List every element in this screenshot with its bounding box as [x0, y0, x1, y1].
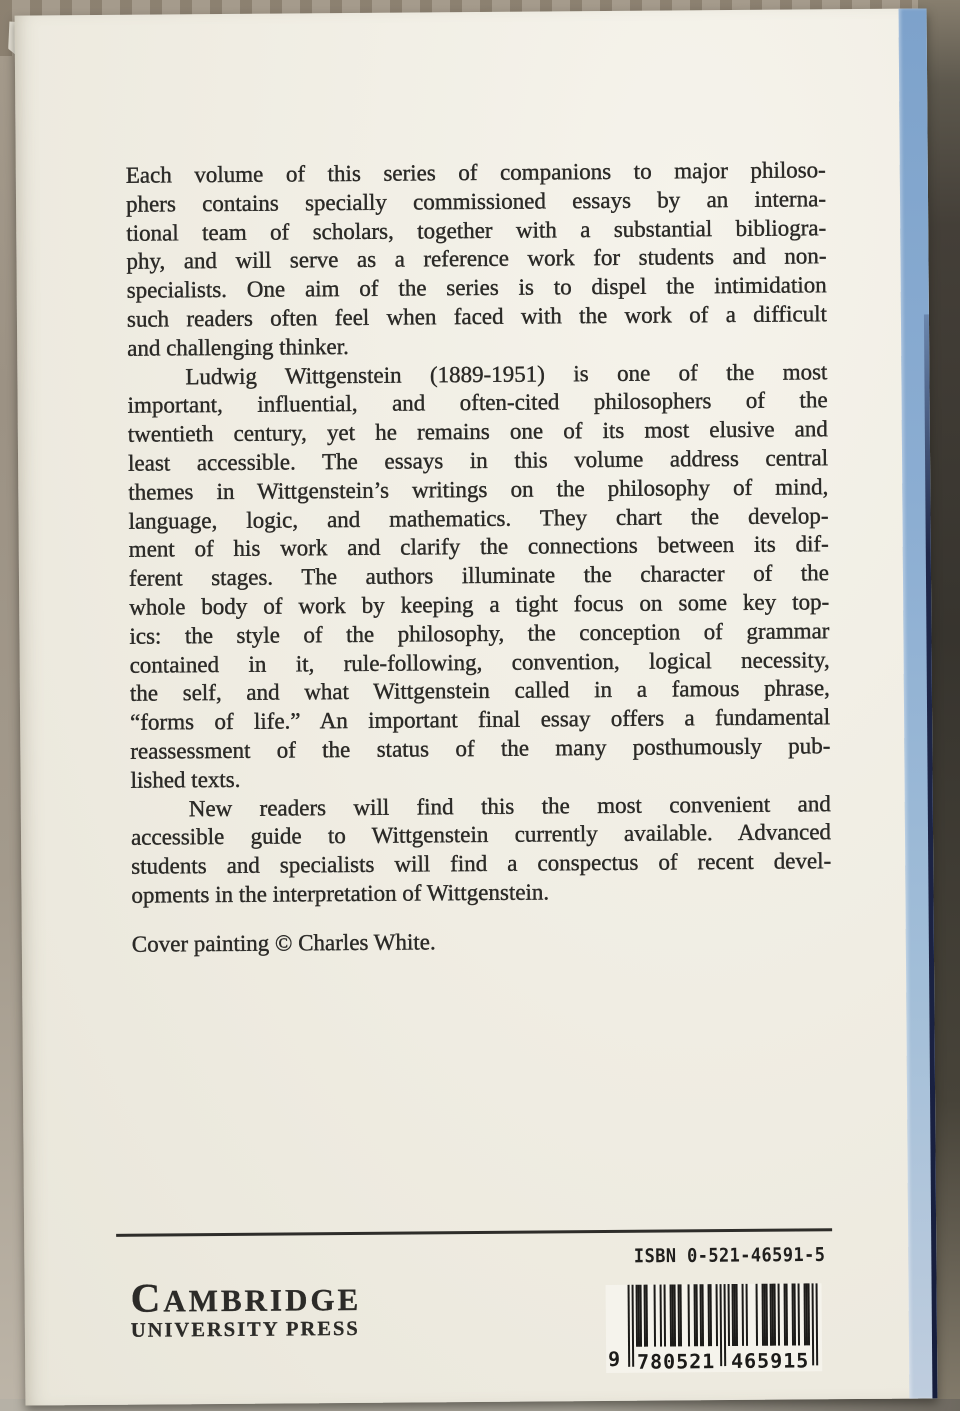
publisher-subtitle: UNIVERSITY PRESS [130, 1317, 360, 1342]
isbn-number: ISBN 0-521-46591-5 [633, 1244, 826, 1268]
ean-digits-group1: 780521 [636, 1349, 716, 1374]
blurb-text [126, 156, 832, 910]
publisher-name: CAMBRIDGE [130, 1274, 362, 1321]
blurb-paragraph-series: Each volume of this series of companions to major philoso- phers contains specially commissioned essays by an interna- tional team of scholars, together with a substantial bibliogra- phy, and will serve as a reference work for students and non- specialists. One aim of the series is to dispel the intimidation such readers often feel when faced with the work of a difficult and challenging thinker. [125, 157, 828, 361]
blurb-paragraph-readers: New readers will find this the most convenient and accessible guide to Wittgenstein currently available. Advanced students and specialists will find a conspectus of recent devel- opments in the interpretation of Wittgenstein. [130, 790, 832, 908]
ean-barcode [606, 1283, 823, 1373]
cover-painting-credit: Cover painting © Charles White. [131, 929, 436, 957]
publisher-logo [130, 1274, 362, 1343]
ean-digits-group2: 465915 [730, 1348, 810, 1374]
footer-rule [116, 1228, 832, 1237]
book-back-cover [15, 8, 938, 1405]
ean-prefix-digit: 9 [608, 1346, 621, 1371]
blurb-paragraph-wittgenstein: Ludwig Wittgenstein (1889-1951) is one of the most important, influential, and often-cited philosophers of the twentieth century, yet he remains one of its most elusive and least accessible. The essays in this volume address central themes in Wittgenstein’s writings on the philosophy of mind, language, logic, and mathematics. They chart the develop- ment of his work and clarify the connections between its dif- ferent stages. The authors illuminate the character of the whole body of work by keeping a tight focus on some key top- ics: the style of the philosophy, the conception of grammar contained in it, rule-following, convention, logical necessity, the self, and what Wittgenstein called in a famous phrase, “forms of life.” An important final essay offers a fundamental reassessment of the status of the many posthumously pub- lished texts. [127, 358, 831, 793]
